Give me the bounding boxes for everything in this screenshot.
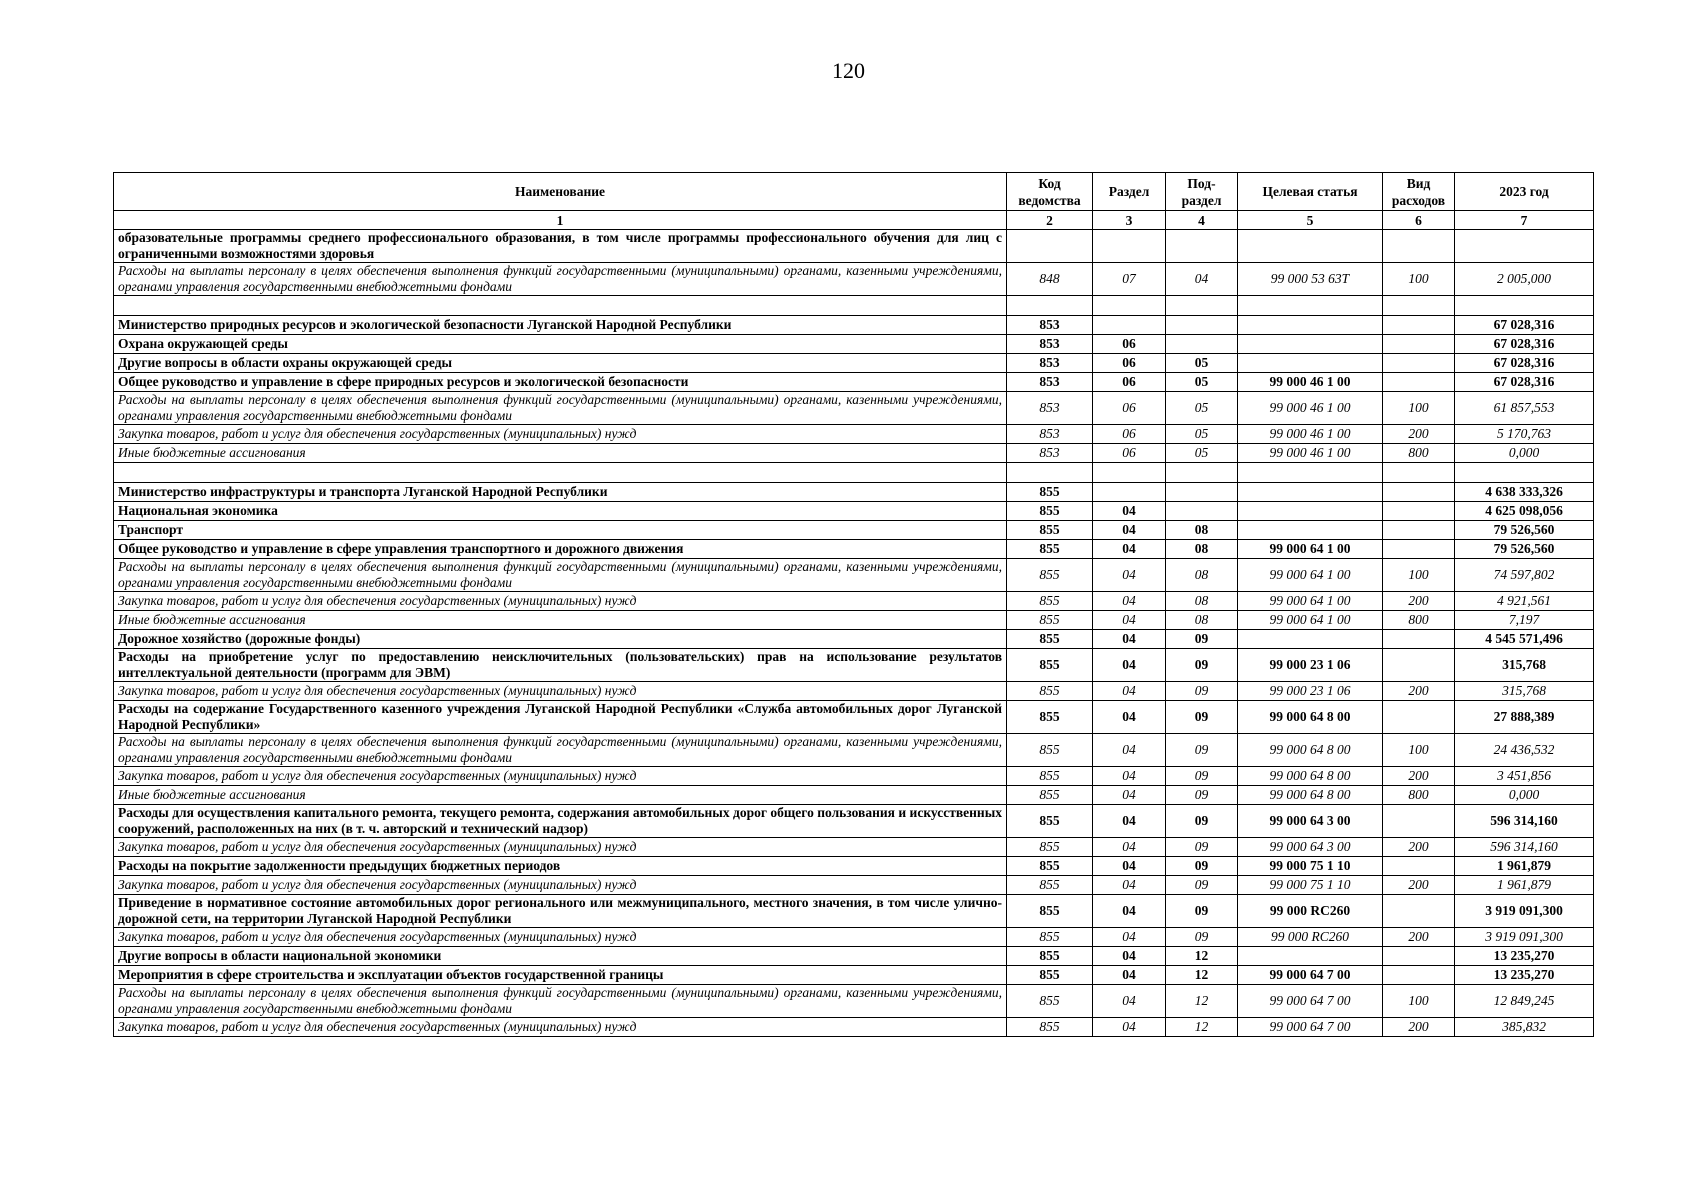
cell-razdel: 04 — [1093, 947, 1166, 966]
cell-amount: 3 919 091,300 — [1455, 928, 1594, 947]
cell-vid — [1383, 502, 1455, 521]
cell-name: Закупка товаров, работ и услуг для обеспечения государственных (муниципальных) нужд — [114, 928, 1007, 947]
cell-podrazdel: 09 — [1166, 701, 1238, 734]
cell-razdel — [1093, 230, 1166, 263]
cell-amount: 2 005,000 — [1455, 263, 1594, 296]
cell-amount: 74 597,802 — [1455, 559, 1594, 592]
table-row — [114, 767, 1594, 786]
table-row — [114, 682, 1594, 701]
cell-vid: 100 — [1383, 734, 1455, 767]
cell-razdel: 06 — [1093, 444, 1166, 463]
cell-statya — [1238, 335, 1383, 354]
header-number: 6 — [1383, 211, 1455, 230]
cell-name: Расходы на приобретение услуг по предоставлению неисключительных (пользовательских) прав на использование результатов интеллектуальной деятельности (программ для ЭВМ) — [114, 649, 1007, 682]
cell-name: Расходы на покрытие задолженности предыдущих бюджетных периодов — [114, 857, 1007, 876]
table-body — [114, 230, 1594, 1037]
table-row — [114, 734, 1594, 767]
cell-razdel: 06 — [1093, 425, 1166, 444]
header-number: 2 — [1007, 211, 1093, 230]
cell-podrazdel — [1166, 316, 1238, 335]
cell-podrazdel: 12 — [1166, 985, 1238, 1018]
cell-razdel: 04 — [1093, 838, 1166, 857]
cell-name: Иные бюджетные ассигнования — [114, 611, 1007, 630]
cell-podrazdel: 09 — [1166, 838, 1238, 857]
cell-name: Расходы на выплаты персоналу в целях обеспечения выполнения функций государственными (муниципальными) органами, казенными учреждениями, органами управления государственными внебюджетными фондами — [114, 392, 1007, 425]
table-row — [114, 857, 1594, 876]
cell-amount: 24 436,532 — [1455, 734, 1594, 767]
table-row — [114, 463, 1594, 483]
cell-statya: 99 000 64 1 00 — [1238, 611, 1383, 630]
cell-razdel: 04 — [1093, 734, 1166, 767]
cell-podrazdel: 09 — [1166, 649, 1238, 682]
cell-vid: 100 — [1383, 559, 1455, 592]
cell-statya: 99 000 RC260 — [1238, 895, 1383, 928]
table-row — [114, 966, 1594, 985]
cell-podrazdel: 05 — [1166, 354, 1238, 373]
cell-amount: 385,832 — [1455, 1018, 1594, 1037]
cell-ved: 855 — [1007, 966, 1093, 985]
cell-razdel: 07 — [1093, 263, 1166, 296]
header-ved: Код ведомства — [1007, 173, 1093, 211]
header-number: 3 — [1093, 211, 1166, 230]
cell-amount: 67 028,316 — [1455, 335, 1594, 354]
cell-razdel — [1093, 463, 1166, 483]
cell-vid — [1383, 649, 1455, 682]
cell-razdel: 04 — [1093, 521, 1166, 540]
table-row — [114, 521, 1594, 540]
cell-ved: 855 — [1007, 559, 1093, 592]
cell-ved: 855 — [1007, 734, 1093, 767]
cell-vid — [1383, 701, 1455, 734]
cell-razdel: 04 — [1093, 1018, 1166, 1037]
cell-podrazdel: 04 — [1166, 263, 1238, 296]
cell-amount: 3 919 091,300 — [1455, 895, 1594, 928]
cell-statya: 99 000 64 8 00 — [1238, 701, 1383, 734]
cell-statya: 99 000 64 1 00 — [1238, 592, 1383, 611]
cell-amount: 315,768 — [1455, 649, 1594, 682]
header-year: 2023 год — [1455, 173, 1594, 211]
cell-podrazdel: 08 — [1166, 521, 1238, 540]
table-row — [114, 483, 1594, 502]
cell-amount: 596 314,160 — [1455, 838, 1594, 857]
cell-amount: 4 625 098,056 — [1455, 502, 1594, 521]
cell-ved — [1007, 296, 1093, 316]
cell-statya: 99 000 23 1 06 — [1238, 682, 1383, 701]
cell-ved: 855 — [1007, 502, 1093, 521]
cell-vid — [1383, 296, 1455, 316]
cell-podrazdel — [1166, 335, 1238, 354]
cell-ved: 853 — [1007, 373, 1093, 392]
cell-ved: 855 — [1007, 701, 1093, 734]
cell-podrazdel: 12 — [1166, 1018, 1238, 1037]
cell-ved: 855 — [1007, 947, 1093, 966]
table-row — [114, 392, 1594, 425]
cell-amount: 67 028,316 — [1455, 316, 1594, 335]
cell-vid — [1383, 947, 1455, 966]
cell-statya: 99 000 RC260 — [1238, 928, 1383, 947]
cell-vid — [1383, 895, 1455, 928]
cell-ved — [1007, 230, 1093, 263]
cell-statya: 99 000 64 3 00 — [1238, 805, 1383, 838]
header-razdel: Раздел — [1093, 173, 1166, 211]
cell-vid: 100 — [1383, 392, 1455, 425]
cell-statya: 99 000 64 8 00 — [1238, 786, 1383, 805]
cell-amount: 79 526,560 — [1455, 521, 1594, 540]
table-row — [114, 630, 1594, 649]
cell-razdel: 04 — [1093, 502, 1166, 521]
cell-podrazdel: 12 — [1166, 947, 1238, 966]
cell-podrazdel: 08 — [1166, 592, 1238, 611]
table-row — [114, 425, 1594, 444]
cell-name: Закупка товаров, работ и услуг для обеспечения государственных (муниципальных) нужд — [114, 592, 1007, 611]
cell-statya — [1238, 463, 1383, 483]
cell-amount: 0,000 — [1455, 444, 1594, 463]
cell-amount: 4 638 333,326 — [1455, 483, 1594, 502]
cell-podrazdel: 05 — [1166, 392, 1238, 425]
cell-ved: 855 — [1007, 767, 1093, 786]
cell-ved: 855 — [1007, 611, 1093, 630]
cell-name: Мероприятия в сфере строительства и эксплуатации объектов государственной границы — [114, 966, 1007, 985]
cell-name: Закупка товаров, работ и услуг для обеспечения государственных (муниципальных) нужд — [114, 838, 1007, 857]
cell-vid — [1383, 805, 1455, 838]
cell-razdel: 04 — [1093, 786, 1166, 805]
cell-razdel: 04 — [1093, 630, 1166, 649]
table-row — [114, 592, 1594, 611]
header-statya: Целевая статья — [1238, 173, 1383, 211]
cell-podrazdel — [1166, 483, 1238, 502]
cell-statya: 99 000 64 1 00 — [1238, 559, 1383, 592]
page-number: 120 — [832, 58, 865, 83]
cell-ved: 855 — [1007, 895, 1093, 928]
table-row — [114, 444, 1594, 463]
cell-amount: 7,197 — [1455, 611, 1594, 630]
cell-amount: 1 961,879 — [1455, 876, 1594, 895]
cell-name: Иные бюджетные ассигнования — [114, 444, 1007, 463]
cell-statya — [1238, 230, 1383, 263]
cell-ved: 848 — [1007, 263, 1093, 296]
cell-ved: 855 — [1007, 985, 1093, 1018]
cell-vid: 800 — [1383, 444, 1455, 463]
cell-ved: 853 — [1007, 425, 1093, 444]
cell-ved: 853 — [1007, 316, 1093, 335]
cell-razdel: 06 — [1093, 392, 1166, 425]
cell-ved: 855 — [1007, 928, 1093, 947]
cell-razdel: 04 — [1093, 985, 1166, 1018]
cell-amount: 67 028,316 — [1455, 354, 1594, 373]
cell-ved: 853 — [1007, 444, 1093, 463]
table-row — [114, 838, 1594, 857]
cell-name: Другие вопросы в области национальной экономики — [114, 947, 1007, 966]
cell-vid — [1383, 354, 1455, 373]
cell-statya: 99 000 46 1 00 — [1238, 444, 1383, 463]
cell-ved: 855 — [1007, 805, 1093, 838]
cell-vid — [1383, 521, 1455, 540]
table-row — [114, 649, 1594, 682]
cell-ved: 855 — [1007, 838, 1093, 857]
cell-ved: 855 — [1007, 876, 1093, 895]
cell-podrazdel: 05 — [1166, 373, 1238, 392]
cell-razdel — [1093, 483, 1166, 502]
header-number: 4 — [1166, 211, 1238, 230]
cell-amount — [1455, 230, 1594, 263]
cell-statya: 99 000 53 63Т — [1238, 263, 1383, 296]
cell-podrazdel — [1166, 296, 1238, 316]
cell-vid: 200 — [1383, 838, 1455, 857]
header-vid: Вид расходов — [1383, 173, 1455, 211]
cell-name: Общее руководство и управление в сфере управления транспортного и дорожного движения — [114, 540, 1007, 559]
cell-amount: 3 451,856 — [1455, 767, 1594, 786]
header-podrazdel: Под-раздел — [1166, 173, 1238, 211]
cell-ved: 855 — [1007, 786, 1093, 805]
cell-name: Закупка товаров, работ и услуг для обеспечения государственных (муниципальных) нужд — [114, 767, 1007, 786]
cell-ved: 855 — [1007, 483, 1093, 502]
cell-podrazdel: 12 — [1166, 966, 1238, 985]
cell-name: Транспорт — [114, 521, 1007, 540]
table-row — [114, 502, 1594, 521]
header-number: 1 — [114, 211, 1007, 230]
cell-statya — [1238, 947, 1383, 966]
cell-name: Министерство природных ресурсов и экологической безопасности Луганской Народной Республики — [114, 316, 1007, 335]
cell-vid: 200 — [1383, 425, 1455, 444]
cell-vid — [1383, 857, 1455, 876]
cell-razdel: 06 — [1093, 335, 1166, 354]
cell-razdel: 04 — [1093, 876, 1166, 895]
cell-name: Закупка товаров, работ и услуг для обеспечения государственных (муниципальных) нужд — [114, 876, 1007, 895]
cell-amount: 1 961,879 — [1455, 857, 1594, 876]
cell-name: Закупка товаров, работ и услуг для обеспечения государственных (муниципальных) нужд — [114, 1018, 1007, 1037]
cell-razdel — [1093, 296, 1166, 316]
cell-statya: 99 000 46 1 00 — [1238, 425, 1383, 444]
cell-razdel: 06 — [1093, 373, 1166, 392]
cell-amount: 13 235,270 — [1455, 947, 1594, 966]
cell-amount: 4 921,561 — [1455, 592, 1594, 611]
cell-vid: 200 — [1383, 682, 1455, 701]
cell-amount — [1455, 463, 1594, 483]
budget-table — [113, 172, 1594, 1037]
table-row — [114, 1018, 1594, 1037]
table-row — [114, 947, 1594, 966]
table-row — [114, 335, 1594, 354]
cell-vid — [1383, 335, 1455, 354]
cell-name — [114, 296, 1007, 316]
cell-amount: 315,768 — [1455, 682, 1594, 701]
cell-name: Расходы на выплаты персоналу в целях обеспечения выполнения функций государственными (муниципальными) органами, казенными учреждениями, органами управления государственными внебюджетными фондами — [114, 985, 1007, 1018]
cell-podrazdel: 09 — [1166, 767, 1238, 786]
cell-name: Расходы для осуществления капитального ремонта, текущего ремонта, содержания автомобильных дорог общего пользования и искусственных сооружений, расположенных на них (в т. ч. авторский и технический надзор) — [114, 805, 1007, 838]
header-number-row — [114, 211, 1594, 230]
cell-name: Другие вопросы в области охраны окружающей среды — [114, 354, 1007, 373]
cell-vid — [1383, 630, 1455, 649]
cell-statya — [1238, 630, 1383, 649]
cell-ved: 853 — [1007, 354, 1093, 373]
table-row — [114, 230, 1594, 263]
cell-vid: 100 — [1383, 985, 1455, 1018]
cell-vid — [1383, 373, 1455, 392]
cell-podrazdel: 09 — [1166, 805, 1238, 838]
cell-vid: 800 — [1383, 611, 1455, 630]
cell-podrazdel: 08 — [1166, 611, 1238, 630]
cell-ved: 855 — [1007, 540, 1093, 559]
cell-amount: 0,000 — [1455, 786, 1594, 805]
cell-razdel: 04 — [1093, 857, 1166, 876]
cell-statya — [1238, 483, 1383, 502]
cell-razdel: 04 — [1093, 682, 1166, 701]
table-row — [114, 701, 1594, 734]
cell-podrazdel: 09 — [1166, 857, 1238, 876]
cell-name: Расходы на содержание Государственного казенного учреждения Луганской Народной Республики «Служба автомобильных дорог Луганской Народной Республики» — [114, 701, 1007, 734]
table-row — [114, 354, 1594, 373]
cell-vid: 200 — [1383, 1018, 1455, 1037]
cell-ved: 855 — [1007, 857, 1093, 876]
cell-amount: 27 888,389 — [1455, 701, 1594, 734]
cell-name — [114, 463, 1007, 483]
cell-name: Министерство инфраструктуры и транспорта Луганской Народной Республики — [114, 483, 1007, 502]
cell-name: Закупка товаров, работ и услуг для обеспечения государственных (муниципальных) нужд — [114, 682, 1007, 701]
cell-vid: 200 — [1383, 876, 1455, 895]
cell-podrazdel: 09 — [1166, 734, 1238, 767]
cell-name: Расходы на выплаты персоналу в целях обеспечения выполнения функций государственными (муниципальными) органами, казенными учреждениями, органами управления государственными внебюджетными фондами — [114, 734, 1007, 767]
table-row — [114, 263, 1594, 296]
cell-statya: 99 000 75 1 10 — [1238, 876, 1383, 895]
cell-vid: 100 — [1383, 263, 1455, 296]
cell-podrazdel: 05 — [1166, 425, 1238, 444]
cell-ved: 855 — [1007, 649, 1093, 682]
cell-amount: 596 314,160 — [1455, 805, 1594, 838]
cell-amount: 61 857,553 — [1455, 392, 1594, 425]
cell-name: Приведение в нормативное состояние автомобильных дорог регионального или межмуниципального, местного значения, в том числе улично-дорожной сети, на территории Луганской Народной Республики — [114, 895, 1007, 928]
cell-statya — [1238, 296, 1383, 316]
cell-razdel — [1093, 316, 1166, 335]
cell-name: Расходы на выплаты персоналу в целях обеспечения выполнения функций государственными (муниципальными) органами, казенными учреждениями, органами управления государственными внебюджетными фондами — [114, 559, 1007, 592]
cell-razdel: 04 — [1093, 649, 1166, 682]
cell-statya: 99 000 64 1 00 — [1238, 540, 1383, 559]
cell-ved: 853 — [1007, 392, 1093, 425]
table-row — [114, 296, 1594, 316]
cell-vid — [1383, 316, 1455, 335]
cell-podrazdel: 09 — [1166, 895, 1238, 928]
cell-razdel: 04 — [1093, 540, 1166, 559]
cell-name: Общее руководство и управление в сфере природных ресурсов и экологической безопасности — [114, 373, 1007, 392]
cell-podrazdel: 09 — [1166, 876, 1238, 895]
cell-ved — [1007, 463, 1093, 483]
cell-statya — [1238, 521, 1383, 540]
cell-amount: 5 170,763 — [1455, 425, 1594, 444]
cell-ved: 853 — [1007, 335, 1093, 354]
cell-razdel: 04 — [1093, 895, 1166, 928]
cell-ved: 855 — [1007, 630, 1093, 649]
table-row — [114, 373, 1594, 392]
cell-podrazdel — [1166, 463, 1238, 483]
header-number: 5 — [1238, 211, 1383, 230]
cell-podrazdel — [1166, 502, 1238, 521]
table-row — [114, 876, 1594, 895]
cell-statya: 99 000 23 1 06 — [1238, 649, 1383, 682]
cell-podrazdel — [1166, 230, 1238, 263]
cell-statya — [1238, 316, 1383, 335]
cell-vid: 800 — [1383, 786, 1455, 805]
cell-statya: 99 000 64 8 00 — [1238, 734, 1383, 767]
cell-vid — [1383, 966, 1455, 985]
cell-podrazdel: 09 — [1166, 928, 1238, 947]
cell-ved: 855 — [1007, 1018, 1093, 1037]
cell-razdel: 04 — [1093, 928, 1166, 947]
cell-name: Закупка товаров, работ и услуг для обеспечения государственных (муниципальных) нужд — [114, 425, 1007, 444]
cell-statya: 99 000 46 1 00 — [1238, 392, 1383, 425]
cell-statya: 99 000 64 7 00 — [1238, 985, 1383, 1018]
cell-vid — [1383, 483, 1455, 502]
cell-razdel: 04 — [1093, 966, 1166, 985]
cell-podrazdel: 08 — [1166, 540, 1238, 559]
table-row — [114, 895, 1594, 928]
cell-amount: 12 849,245 — [1455, 985, 1594, 1018]
cell-name: Национальная экономика — [114, 502, 1007, 521]
cell-amount: 79 526,560 — [1455, 540, 1594, 559]
cell-amount — [1455, 296, 1594, 316]
table-row — [114, 805, 1594, 838]
cell-ved: 855 — [1007, 592, 1093, 611]
table-row — [114, 611, 1594, 630]
table-row — [114, 928, 1594, 947]
cell-amount: 13 235,270 — [1455, 966, 1594, 985]
cell-razdel: 04 — [1093, 767, 1166, 786]
cell-statya: 99 000 64 8 00 — [1238, 767, 1383, 786]
cell-statya: 99 000 46 1 00 — [1238, 373, 1383, 392]
cell-statya — [1238, 354, 1383, 373]
cell-amount: 67 028,316 — [1455, 373, 1594, 392]
cell-name: Охрана окружающей среды — [114, 335, 1007, 354]
cell-statya: 99 000 75 1 10 — [1238, 857, 1383, 876]
cell-razdel: 04 — [1093, 701, 1166, 734]
cell-vid: 200 — [1383, 928, 1455, 947]
cell-statya: 99 000 64 3 00 — [1238, 838, 1383, 857]
table-row — [114, 559, 1594, 592]
cell-vid — [1383, 540, 1455, 559]
cell-amount: 4 545 571,496 — [1455, 630, 1594, 649]
cell-razdel: 04 — [1093, 611, 1166, 630]
header-row — [114, 173, 1594, 211]
cell-vid: 200 — [1383, 767, 1455, 786]
cell-razdel: 04 — [1093, 559, 1166, 592]
cell-name: образовательные программы среднего профессионального образования, в том числе программы профессионального обучения для лиц с ограниченными возможностями здоровья — [114, 230, 1007, 263]
cell-razdel: 04 — [1093, 592, 1166, 611]
header-name: Наименование — [114, 173, 1007, 211]
cell-podrazdel: 05 — [1166, 444, 1238, 463]
table-row — [114, 786, 1594, 805]
cell-vid — [1383, 463, 1455, 483]
cell-statya: 99 000 64 7 00 — [1238, 966, 1383, 985]
cell-name: Иные бюджетные ассигнования — [114, 786, 1007, 805]
cell-ved: 855 — [1007, 682, 1093, 701]
cell-razdel: 04 — [1093, 805, 1166, 838]
table-row — [114, 540, 1594, 559]
cell-razdel: 06 — [1093, 354, 1166, 373]
header-number: 7 — [1455, 211, 1594, 230]
cell-podrazdel: 09 — [1166, 630, 1238, 649]
cell-podrazdel: 09 — [1166, 786, 1238, 805]
cell-ved: 855 — [1007, 521, 1093, 540]
cell-statya: 99 000 64 7 00 — [1238, 1018, 1383, 1037]
cell-podrazdel: 09 — [1166, 682, 1238, 701]
cell-podrazdel: 08 — [1166, 559, 1238, 592]
cell-vid: 200 — [1383, 592, 1455, 611]
cell-name: Расходы на выплаты персоналу в целях обеспечения выполнения функций государственными (муниципальными) органами, казенными учреждениями, органами управления государственными внебюджетными фондами — [114, 263, 1007, 296]
table-row — [114, 316, 1594, 335]
cell-statya — [1238, 502, 1383, 521]
table-row — [114, 985, 1594, 1018]
cell-name: Дорожное хозяйство (дорожные фонды) — [114, 630, 1007, 649]
cell-vid — [1383, 230, 1455, 263]
